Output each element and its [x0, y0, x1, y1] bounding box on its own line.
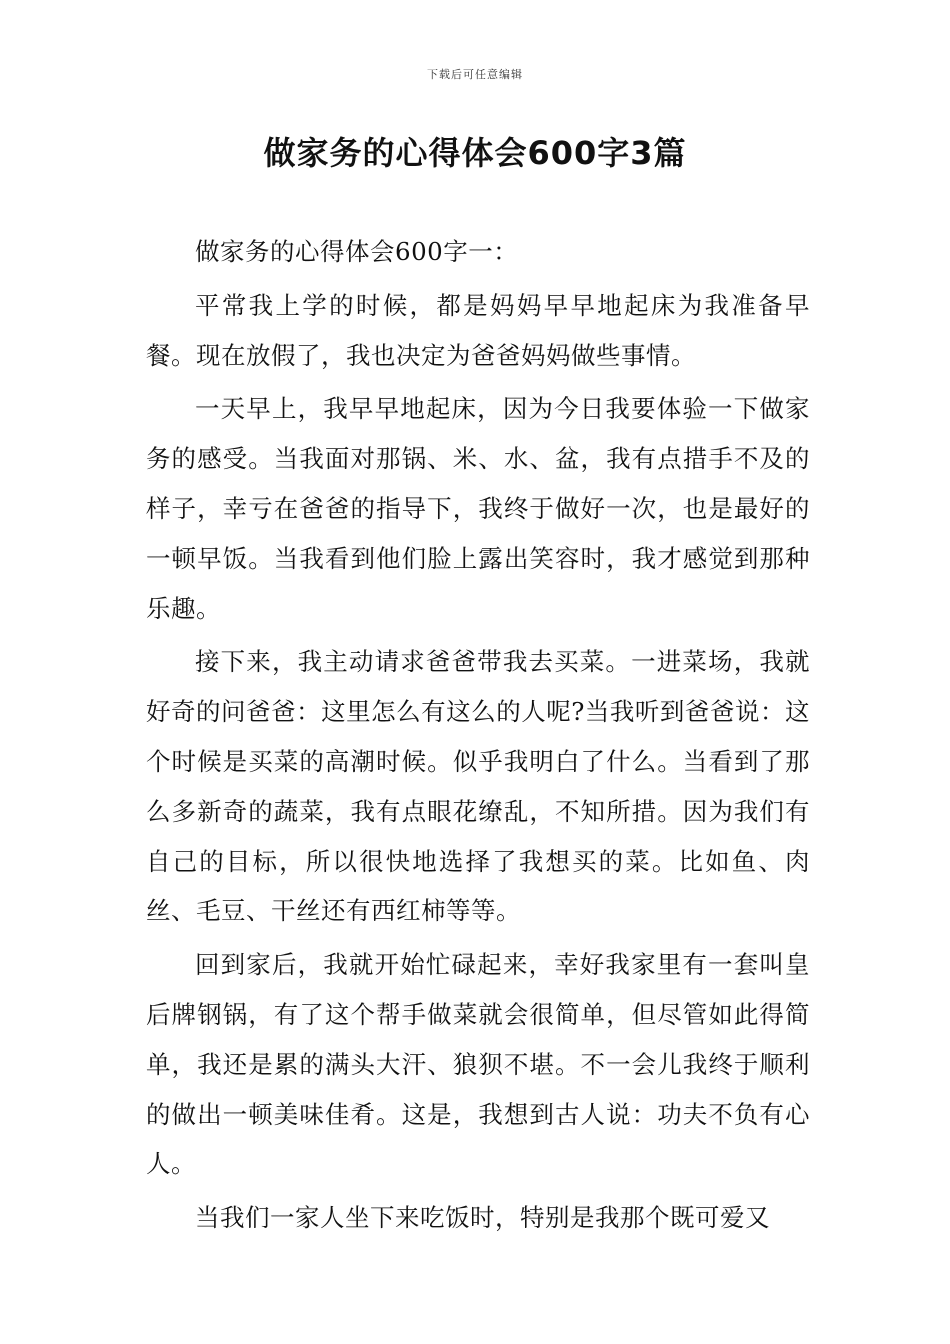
section-heading: 做家务的心得体会600字一： — [195, 237, 519, 266]
paragraph: 当我们一家人坐下来吃饭时，特别是我那个既可爱又 — [195, 1203, 770, 1233]
paragraph: 回到家后，我就开始忙碌起来，幸好我家里有一套叫皇后牌钢锅，有了这个帮手做菜就会很简单，但尽管如此得简单，我还是累的满头大汗、狼狈不堪。不一会儿我终于顺利的做出一顿美味佳肴。这是，我想到古人说：功夫不负有心人。 — [146, 950, 810, 1179]
document-title: 做家务的心得体会600字3篇 — [263, 134, 687, 172]
paragraph: 一天早上，我早早地起床，因为今日我要体验一下做家务的感受。当我面对那锅、米、水、盆，我有点措手不及的样子，幸亏在爸爸的指导下，我终于做好一次，也是最好的一顿早饭。当我看到他们脸上露出笑容时，我才感觉到那种乐趣。 — [146, 394, 810, 623]
document-body — [146, 227, 810, 1247]
paragraph: 接下来，我主动请求爸爸带我去买菜。一进菜场，我就好奇的问爸爸：这里怎么有这么的人呢?当我听到爸爸说：这个时候是买菜的高潮时候。似乎我明白了什么。当看到了那么多新奇的蔬菜，我有点眼花缭乱，不知所措。因为我们有自己的目标，所以很快地选择了我想买的菜。比如鱼、肉丝、毛豆、干丝还有西红柿等等。 — [146, 647, 810, 926]
paragraph: 平常我上学的时候，都是妈妈早早地起床为我准备早餐。现在放假了，我也决定为爸爸妈妈做些事情。 — [146, 290, 810, 370]
header-note: 下载后可任意编辑 — [427, 68, 523, 81]
